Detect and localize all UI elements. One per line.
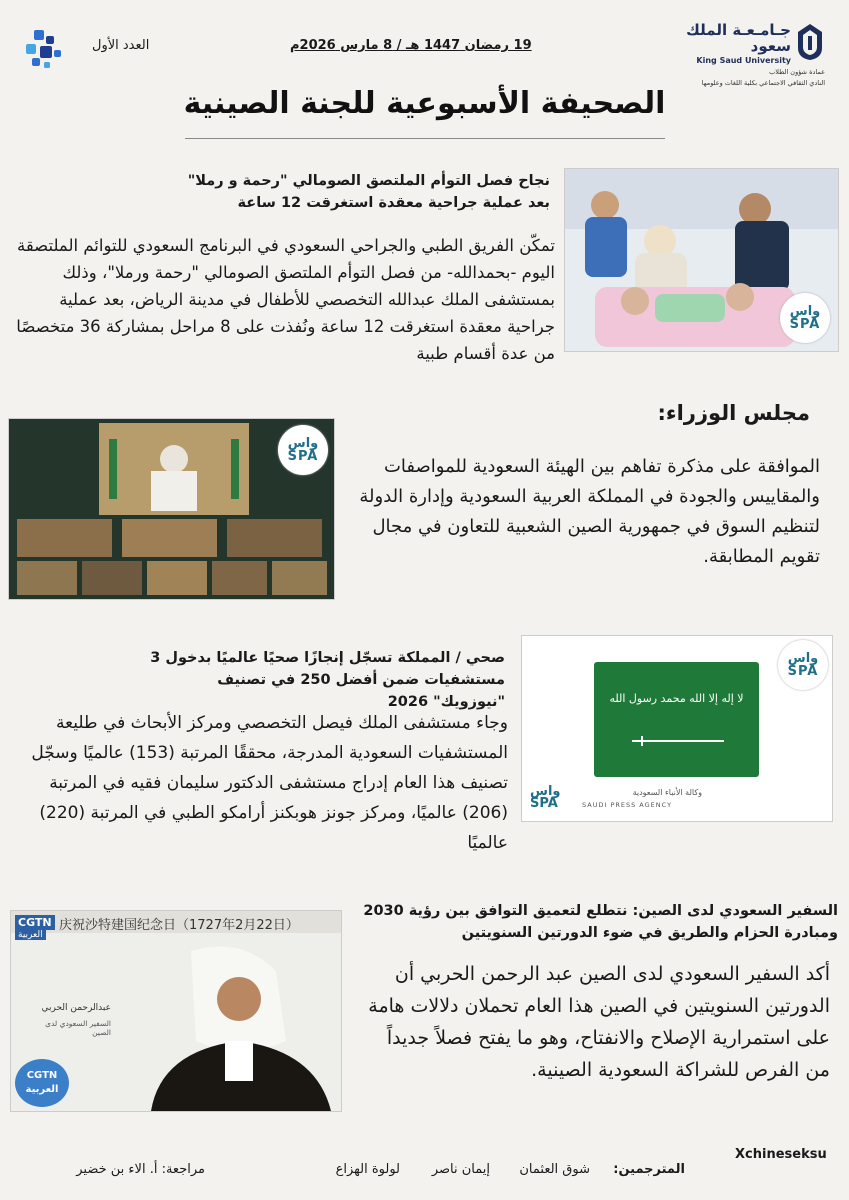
spa-agency-ar: وكالة الأنباء السعودية (632, 788, 702, 797)
spa-badge: واس SPA (778, 640, 828, 690)
x-icon: X (735, 1147, 746, 1162)
cube-logo-icon (20, 28, 64, 72)
twins-surgery-photo (564, 168, 839, 352)
translator-3: لولوة الهزاع (335, 1162, 400, 1177)
article3-headline: صحي / المملكة تسجّل إنجازًا صحيًا عالميًا بدخول 3 مستشفيات ضمن أفضل 250 في تصنيف "نيوزويك" 2026 (150, 650, 505, 710)
sword-icon (624, 734, 729, 748)
university-emblem-icon (795, 22, 825, 62)
chinese-caption: 庆祝沙特建国纪念日（1727年2月22日） (59, 918, 299, 933)
university-name-en: King Saud University (696, 56, 791, 65)
cgtn-watermark: CGTN العربية (15, 1059, 69, 1107)
article1-headline: نجاح فصل التوأم الملتصق الصومالي "رحمة و رملا" بعد عملية جراحية معقدة استغرقت 12 ساعة (187, 173, 550, 211)
article4-headline: السفير السعودي لدى الصين: نتطلع لتعميق التوافق بين رؤية 2030 ومبادرة الحزام والطريق في ضوء الدورتين السنويتين (363, 903, 838, 941)
social-handle[interactable]: Xchineseksu (735, 1147, 827, 1162)
saudi-flag-photo (521, 635, 833, 822)
name-caption: عبدالرحمن الحربي (41, 1003, 111, 1013)
flag-shahada: لا إله إلا الله محمد رسول الله (609, 692, 744, 705)
cgtn-logo: CGTN (15, 915, 55, 930)
ambassador-photo (10, 910, 342, 1112)
role-caption: السفير السعودي لدى الصين (45, 1019, 111, 1037)
cabinet-meeting-photo (8, 418, 335, 600)
deanship-name: عمادة شؤون الطلاب (769, 68, 825, 76)
article2-body: الموافقة على مذكرة تفاهم بين الهيئة السعودية للمواصفات والمقاييس والجودة في المملكة العربية السعودية وإدارة الدولة لتنظيم السوق في جمهورية الصين الشعبية للتعاون في مجال تقويم المطابقة. (359, 456, 820, 567)
issue-date: 19 رمضان 1447 هـ / 8 مارس 2026م (290, 38, 532, 53)
cgtn-arabic-label: العربية (15, 930, 46, 940)
translator-1: شوق العثمان (519, 1162, 590, 1177)
article1-body: تمكّن الفريق الطبي والجراحي السعودي في البرنامج السعودي للتوائم الملتصقة اليوم -بحمدالله- من فصل التوأم الملتصق الصومالي "رحمة ورملا"، وذلك بمستشفى الملك عبدالله التخصصي للأطفال في مدينة الرياض، بعد عملية جراحية معقدة استغرقت 12 ساعة ونُفذت على 8 مراحل بمشاركة 36 متخصصًا من عدة أقسام طبية (16, 236, 555, 363)
translators-label: المترجمين: (613, 1162, 685, 1177)
cabinet-section-title: مجلس الوزراء: (657, 401, 810, 425)
reviewer: مراجعة: أ. الاء بن خضير (76, 1162, 205, 1177)
spa-agency-en: SAUDI PRESS AGENCY (582, 801, 673, 809)
club-name: النادي الثقافي الاجتماعي بكلية اللغات وعلومها (701, 79, 825, 87)
title-divider (185, 138, 665, 139)
page-title: الصحيفة الأسبوعية للجنة الصينية (183, 86, 666, 121)
translator-2: إيمان ناصر (431, 1162, 490, 1177)
university-logo (685, 22, 825, 88)
saudi-flag (594, 662, 759, 777)
spa-badge: واس SPA (278, 425, 328, 475)
spa-badge: واس SPA (780, 293, 830, 343)
spa-logo-small: واس SPA (530, 784, 561, 811)
university-name-ar: جـامـعـة الملك سعود (686, 21, 791, 55)
issue-number: العدد الأول (92, 38, 150, 53)
article3-body: وجاء مستشفى الملك فيصل التخصصي ومركز الأبحاث في طليعة المستشفيات السعودية المدرجة، محققًا المرتبة (153) عالميًا وسجّل تصنيف هذا العام إدراج مستشفى الدكتور سليمان فقيه في المرتبة (206) عالميًا، ومركز جونز هوبكنز أرامكو الطبي في المرتبة (220) عالميًا (31, 713, 508, 853)
article4-body: أكد السفير السعودي لدى الصين عبد الرحمن الحربي أن الدورتين السنويتين في الصين هذا العام تحملان دلالات هامة على استمرارية الإصلاح والانفتاح، وهو ما يفتح فصلاً جديداً من الفرص للشراكة السعودية الصينية. (368, 963, 830, 1081)
